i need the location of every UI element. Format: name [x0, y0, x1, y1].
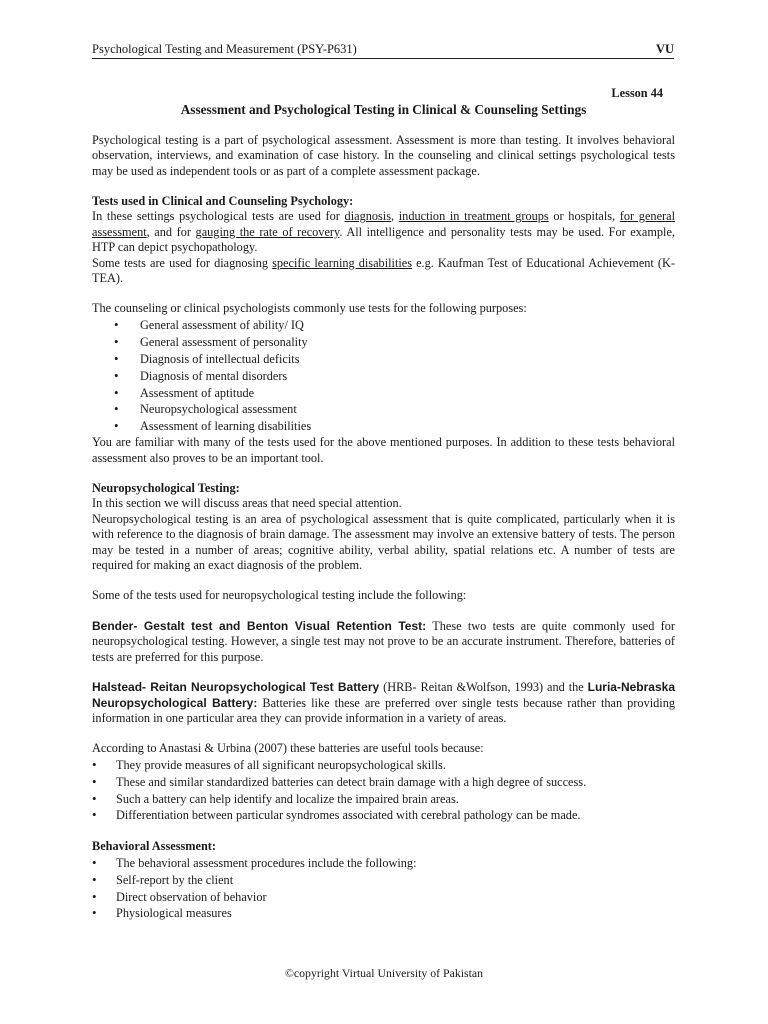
institution-abbrev: VU	[655, 42, 674, 56]
page-footer: ©copyright Virtual University of Pakistan	[284, 966, 484, 980]
underline-general-assessment: for general assessment	[92, 209, 675, 239]
list-item: • They provide measures of all significant neuropsychological skills.	[92, 757, 675, 774]
luria-lead: Luria-Nebraska Neuropsychological Battery:	[92, 680, 675, 710]
list-item: • The behavioral assessment procedures include the following:	[92, 855, 675, 872]
behavioral-heading: Behavioral Assessment:	[92, 839, 216, 854]
reasons-list	[92, 757, 675, 825]
underline-recovery: gauging the rate of recovery	[195, 224, 340, 239]
halstead-paragraph: Halstead- Reitan Neuropsychological Test Battery (HRB- Reitan &Wolfson, 1993) and the Luria-Nebraska Neuropsychological Battery: Batteries like these are preferred over single tests because rather than providing information in one particular area they can provide information in a variety of areas.	[92, 680, 675, 725]
neuro-heading: Neuropsychological Testing:	[92, 481, 240, 496]
purposes-intro: The counseling or clinical psychologists commonly use tests for the following purposes:	[92, 301, 527, 316]
neuro-paragraph-3: Some of the tests used for neuropsychological testing include the following:	[92, 588, 467, 603]
underline-learning-disabilities: specific learning disabilities	[272, 255, 413, 270]
bender-lead: Bender- Gestalt test and Benton Visual Retention Test:	[92, 618, 427, 633]
list-item: • Diagnosis of intellectual deficits	[92, 351, 675, 368]
neuro-paragraph-1: In this section we will discuss areas that need special attention.	[92, 496, 402, 511]
bender-paragraph: Bender- Gestalt test and Benton Visual Retention Test: These two tests are quite commonly used for neuropsychological testing. However, a single test may not prove to be an accurate instrument. Therefore, batteries of tests are preferred for this purpose.	[92, 618, 675, 664]
neuro-paragraph-2: Neuropsychological testing is an area of psychological assessment that is quite complicated, particularly when it is with reference to the diagnosis of brain damage. The assessment may involve an extensive battery of tests. The person may be tested in a number of areas; cognitive ability, verbal ability, spatial relations etc. A number of tests are required for making an exact diagnosis of the problem.	[92, 511, 675, 573]
list-item: • Assessment of aptitude	[92, 385, 675, 402]
halstead-lead: Halstead- Reitan Neuropsychological Test Battery	[92, 680, 380, 695]
tests-paragraph-2: Some tests are used for diagnosing specific learning disabilities e.g. Kaufman Test of Educational Achievement (K-TEA).	[92, 255, 675, 286]
list-item: • Physiological measures	[92, 905, 675, 922]
page-header	[92, 41, 674, 59]
list-item: • Assessment of learning disabilities	[92, 418, 675, 435]
intro-paragraph: Psychological testing is a part of psychological assessment. Assessment is more than testing. It involves behavioral observation, interviews, and examination of case history. In the counseling and clinical settings psychological tests may be used as independent tools or as part of a complete assessment package.	[92, 132, 675, 178]
list-item: • These and similar standardized batteries can detect brain damage with a high degree of success.	[92, 774, 675, 791]
tests-heading: Tests used in Clinical and Counseling Psychology:	[92, 194, 354, 209]
course-title: Psychological Testing and Measurement (PSY-P631)	[92, 42, 357, 56]
purposes-list	[92, 317, 675, 435]
list-item: • Diagnosis of mental disorders	[92, 368, 675, 385]
list-item: • Such a battery can help identify and localize the impaired brain areas.	[92, 791, 675, 808]
list-item: • Neuropsychological assessment	[92, 401, 675, 418]
behavioral-list	[92, 855, 675, 923]
list-item: • Direct observation of behavior	[92, 889, 675, 906]
list-item: • Differentiation between particular syndromes associated with cerebral pathology can be made.	[92, 807, 675, 824]
underline-diagnosis: diagnosis	[344, 209, 392, 224]
tests-closing: You are familiar with many of the tests used for the above mentioned purposes. In addition to these tests behavioral assessment also proves to be an important tool.	[92, 435, 675, 465]
underline-induction: induction in treatment groups	[398, 209, 549, 224]
anastasi-intro: According to Anastasi & Urbina (2007) these batteries are useful tools because:	[92, 741, 484, 756]
list-item: • General assessment of personality	[92, 334, 675, 351]
lesson-number: Lesson 44	[611, 86, 663, 100]
list-item: • General assessment of ability/ IQ	[92, 317, 675, 334]
tests-paragraph-1: In these settings psychological tests are used for diagnosis, induction in treatment groups or hospitals, for general assessment, and for gauging the rate of recovery. All intelligence and personality tests may be used. For example, HTP can depict psychopathology.	[92, 209, 675, 255]
page-content	[92, 86, 675, 922]
list-item: • Self-report by the client	[92, 872, 675, 889]
lesson-title: Assessment and Psychological Testing in Clinical & Counseling Settings	[180, 102, 587, 118]
